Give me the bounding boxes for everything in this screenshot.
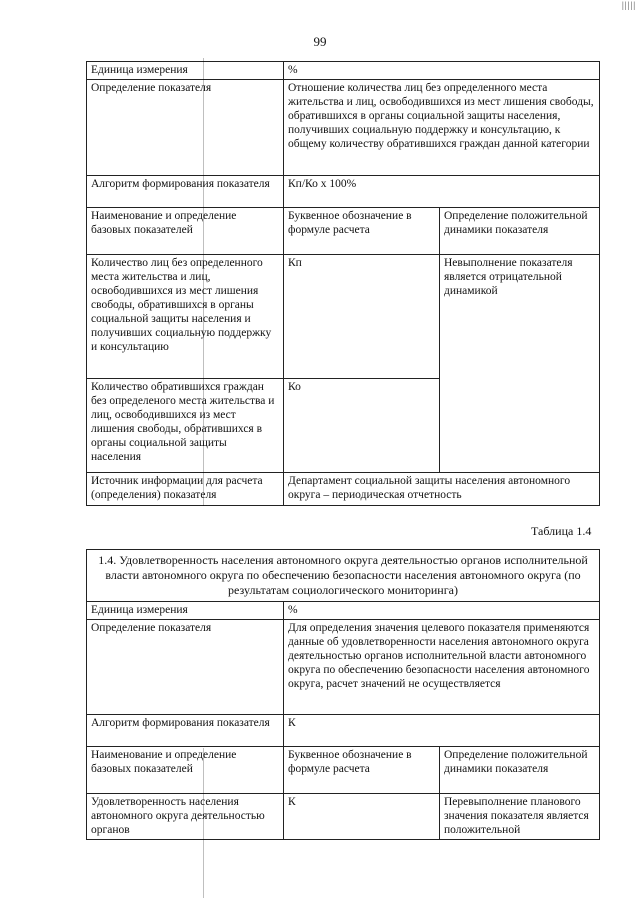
base-indicator-name: Количество лиц без определенного места жительства и лиц, освободившихся из мест лишения свободы, обратившихся в органы социальной защиты населения и получивших социальную поддержку и консультацию: [87, 255, 284, 379]
scan-corner-mark: |||||: [621, 0, 636, 10]
base-indicator-symbol: Кп: [284, 255, 440, 379]
table-caption: Таблица 1.4: [531, 524, 592, 538]
indicator-table-1-3: [86, 61, 600, 506]
scan-artifact-line: [203, 748, 204, 898]
column-header-dynamics: Определение положительной динамики показателя: [440, 208, 600, 255]
base-indicator-dynamics: Перевыполнение планового значения показателя является положительной: [440, 794, 600, 840]
algorithm-label: Алгоритм формирования показателя: [87, 715, 284, 747]
unit-label: Единица измерения: [87, 602, 284, 620]
column-header-dynamics: Определение положительной динамики показателя: [440, 747, 600, 794]
base-indicator-dynamics: Невыполнение показателя является отрицательной динамикой: [440, 255, 600, 473]
definition-label: Определение показателя: [87, 80, 284, 176]
definition-value: Отношение количества лиц без определенного места жительства и лиц, освободившихся из мест лишения свободы, обратившихся в органы социальной защиты населения, получивших социальную поддержку и консультацию, к общему количеству обратившихся граждан данной категории: [284, 80, 600, 176]
definition-value: Для определения значения целевого показателя применяются данные об удовлетворенности населения автономного округа деятельностью органов исполнительной власти автономного округа по обеспечению безопасности населения автономного округа, расчет значений не осуществляется: [284, 620, 600, 715]
column-header-symbol: Буквенное обозначение в формуле расчета: [284, 208, 440, 255]
table-title: 1.4. Удовлетворенность населения автономного округа деятельностью органов исполнительной власти автономного округа по обеспечению безопасности населения автономного округа (по результатам социологического мониторинга): [87, 550, 600, 602]
base-indicator-symbol: К: [284, 794, 440, 840]
base-indicator-symbol: Ко: [284, 379, 440, 473]
algorithm-label: Алгоритм формирования показателя: [87, 176, 284, 208]
page-number: 99: [313, 34, 327, 49]
definition-label: Определение показателя: [87, 620, 284, 715]
scan-artifact-line: [203, 58, 204, 506]
column-header-symbol: Буквенное обозначение в формуле расчета: [284, 747, 440, 794]
base-indicator-name: Удовлетворенность населения автономного округа деятельностью органов: [87, 794, 284, 840]
unit-label: Единица измерения: [87, 62, 284, 80]
algorithm-value: Кп/Ко х 100%: [284, 176, 600, 208]
algorithm-value: К: [284, 715, 600, 747]
source-value: Департамент социальной защиты населения автономного округа – периодическая отчетность: [284, 473, 600, 506]
unit-value: %: [284, 62, 600, 80]
unit-value: %: [284, 602, 600, 620]
column-header-name: Наименование и определение базовых показателей: [87, 208, 284, 255]
base-indicator-name: Количество обратившихся граждан без определеного места жительства и лиц, освободившихся из мест лишения свободы, обратившихся в органы социальной защиты населения: [87, 379, 284, 473]
source-label: Источник информации для расчета (определения) показателя: [87, 473, 284, 506]
column-header-name: Наименование и определение базовых показателей: [87, 747, 284, 794]
indicator-table-1-4: [86, 549, 600, 840]
